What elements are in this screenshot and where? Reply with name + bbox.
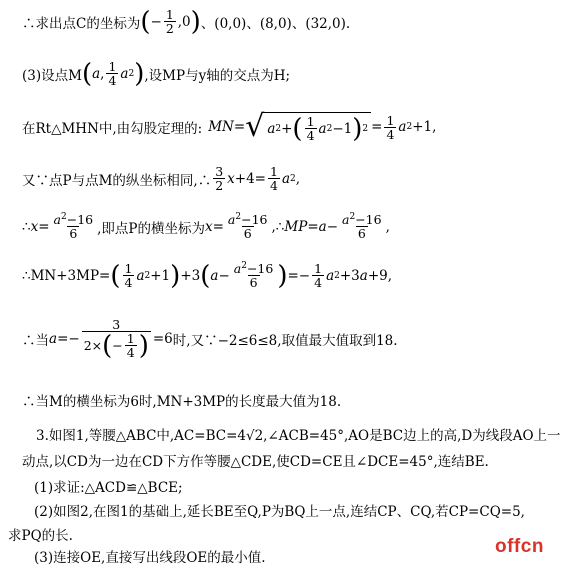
problem-3-line-1: 3.如图1,等腰△ABC中,AC=BC=4√2,∠ACB=45°,AO是BC边上的高,D为线段AO上一 <box>36 428 561 444</box>
solution-line-6: ∴MN+3MP= ( $\frac{1}{4}$ a 2 +1 ) +3 ( a − $\frac{a^2-16}{6}$ ) =− $\frac{1}{4}$ a 2 +3 a +9, <box>22 260 393 291</box>
fraction: $\frac{1}{2}$ <box>165 7 174 37</box>
text-l2: (3)设点M <box>22 67 82 84</box>
solution-line-7: ∴当 a =− 3 2× ( − $\frac{1}{4}$ ) =6 时,又∵−2≤6≤8,取值最大值取到18. <box>22 317 398 361</box>
solution-line-8: ∴当M的横坐标为6时,MN+3MP的长度最大值为18. <box>22 394 342 410</box>
text-l4: 又∵点P与点M的纵坐标相同,∴ <box>22 172 212 189</box>
solution-line-3: 在Rt△MHN中,由勾股定理的: MN = √ a 2 + ( $\frac{1}{4}$ a 2 −1 ) 2 = $\frac{1}{4}$ a 2 +1, <box>22 109 437 145</box>
question-2: (2)如图2,在图1的基础上,延长BE至Q,P为BQ上一点,连结CP、CQ,若CP=CQ=5, <box>34 504 525 520</box>
problem-3-line-2: 动点,以CD为一边在CD下方作等腰△CDE,使CD=CE且∠DCE=45°,连结BE. <box>22 454 489 470</box>
text-l3: 在Rt△MHN中,由勾股定理的: <box>22 121 203 138</box>
text-l1-points: 、(0,0)、(8,0)、(32,0). <box>200 15 351 32</box>
text-l1: ∴求出点C的坐标为 <box>22 15 141 32</box>
question-1: (1)求证:△ACD≌△BCE; <box>34 480 183 496</box>
question-3: (3)连接OE,直接写出线段OE的最小值. <box>34 550 266 566</box>
solution-line-4: 又∵点P与点M的纵坐标相同,∴ $\frac{3}{2}$ x +4= $\frac{1}{4}$ a 2 , <box>22 164 301 194</box>
offcn-logo: offcn <box>495 536 544 557</box>
nested-fraction: 3 2× ( − $\frac{1}{4}$ ) <box>83 317 149 361</box>
solution-line-5: ∴ x = $\frac{a^2-16}{6}$ ,即点P的横坐标为 x = $\frac{a^2-16}{6}$ ,∴ MP = a − $\frac{a^2-16}{6}$ , <box>22 212 390 242</box>
solution-line-1: ∴求出点C的坐标为 ( − $\frac{1}{2}$ ,0 ) 、(0,0)、(8,0)、(32,0). <box>22 6 351 37</box>
solution-line-2: (3)设点M ( a , $\frac{1}{4}$ a 2 ) ,设MP与y轴的交点为H; <box>22 58 291 89</box>
question-2-cont: 求PQ的长. <box>8 528 73 544</box>
sqrt-expression: √ a 2 + ( $\frac{1}{4}$ a 2 −1 ) 2 <box>245 112 371 142</box>
text-l2b: ,设MP与y轴的交点为H; <box>144 67 291 84</box>
